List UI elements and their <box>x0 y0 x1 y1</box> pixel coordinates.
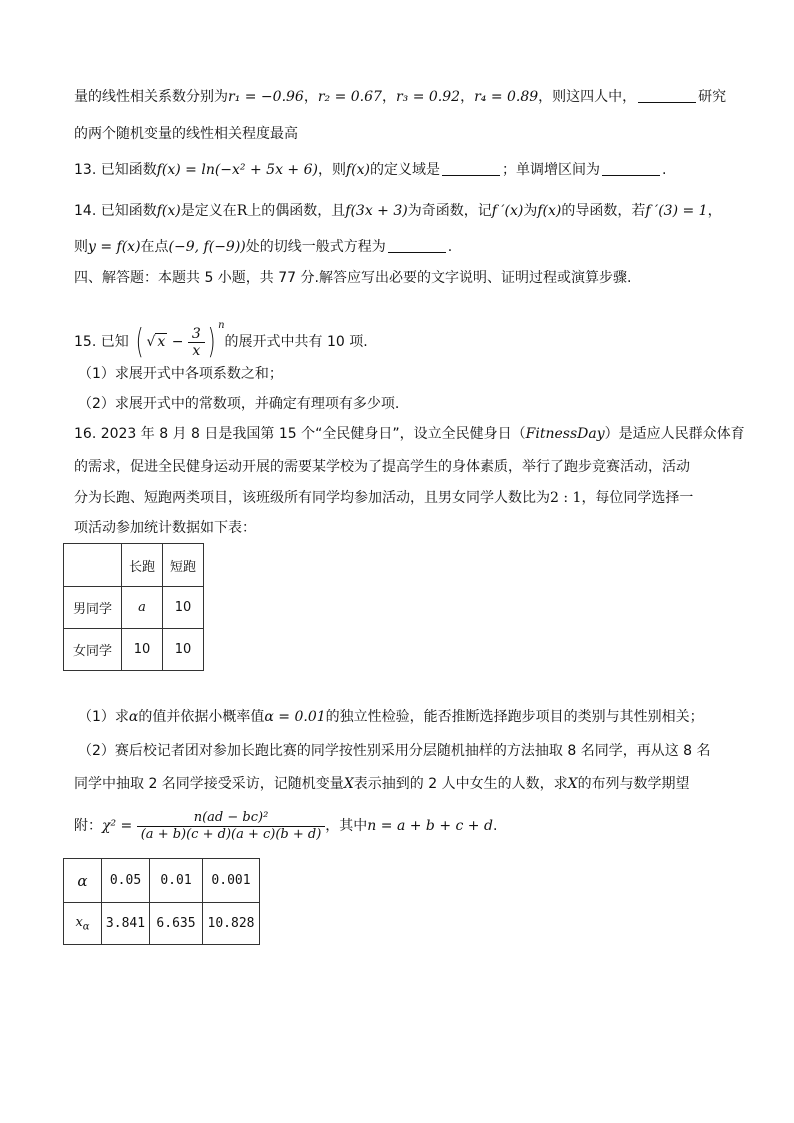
text-segment: ，则 <box>317 162 346 178</box>
text-segment: 在点 <box>140 239 169 255</box>
fraction-3-over-x <box>188 326 205 359</box>
table-cell: 长跑 <box>122 544 163 587</box>
question-15-part-1 <box>78 364 283 384</box>
table-cell: 10 <box>163 587 204 629</box>
question-16-line-4 <box>74 518 256 538</box>
question-16-part-2-line-1 <box>78 741 711 761</box>
question-16-part-2-line-2 <box>74 774 690 794</box>
text-segment: 16. 2023 年 8 月 8 日是我国第 15 个“全民健身日”，设立全民健身日（ <box>74 426 526 442</box>
text-segment: ，每位同学选择一 <box>581 490 694 506</box>
text-segment: 则 <box>74 239 88 255</box>
text-line-2 <box>74 124 298 144</box>
text-segment: 的两个随机变量的线性相关程度最高 <box>74 126 298 142</box>
math-alpha-value: α = 0.01 <box>264 709 326 725</box>
fraction-numerator: n(ad − bc)² <box>137 810 326 827</box>
table-cell: 女同学 <box>64 629 122 671</box>
question-13: 13. 已知函数f(x) = ln(−x² + 5x + 6)，则f(x)的定义域是 ；单调增区间为 . <box>74 162 667 178</box>
question-16-part-1 <box>78 707 704 727</box>
math-fitnessday: FitnessDay <box>525 426 605 442</box>
math-R: R <box>236 203 248 219</box>
text-segment: 分为长跑、短跑两类项目，该班级所有同学均参加活动，且男女同学人数比为 <box>74 490 550 506</box>
text-segment: . <box>492 818 498 834</box>
math-X: X <box>567 776 578 792</box>
fraction-denominator: x <box>192 342 201 359</box>
text-segment: （1）求 <box>78 709 129 725</box>
answer-blank <box>442 161 500 176</box>
text-segment: 表示抽到的 2 人中女生的人数，求 <box>353 776 568 792</box>
table-cell: 10 <box>163 629 204 671</box>
question-15: 15. 已知 ( √ x − $\frac{3}{x}$ ) $^n$的展开式中共有 10 项. <box>74 320 368 362</box>
text-segment: （1）求展开式中各项系数之和； <box>78 366 283 382</box>
table-cell: 0.05 <box>102 859 150 903</box>
fraction-denominator: (a + b)(c + d)(a + c)(b + d) <box>140 826 322 842</box>
math-f3x3: f(3x + 3) <box>345 203 408 219</box>
math-r1: r₁ = −0.96 <box>228 89 304 105</box>
table-cell: 10.828 <box>203 903 260 945</box>
question-14-line-2: 则y = f(x)在点(−9, f(−9))处的切线一般式方程为 . <box>74 239 453 255</box>
alpha-subscript: α <box>82 921 90 933</box>
text-segment: 研究 <box>698 89 727 105</box>
text-segment: ，其中 <box>325 818 368 834</box>
text-segment: 的值并依据小概率值 <box>138 709 265 725</box>
question-15-part-2 <box>78 394 399 414</box>
text-segment: 项活动参加统计数据如下表： <box>74 520 256 536</box>
answer-blank <box>638 88 696 103</box>
text-segment: ， <box>707 203 722 219</box>
text-segment: 的独立性检验，能否推断选择跑步项目的类别与其性别相关； <box>325 709 704 725</box>
x-label: x <box>75 914 83 930</box>
text-segment: 为奇函数，记 <box>407 203 492 219</box>
table-cell: 0.001 <box>203 859 260 903</box>
text-segment: 附： <box>74 818 102 834</box>
critical-value-table <box>63 858 260 945</box>
math-function: f(x) = ln(−x² + 5x + 6) <box>156 162 318 178</box>
table-cell: a <box>122 587 163 629</box>
question-16-line-1 <box>74 424 745 444</box>
text-segment: 上的偶函数，且 <box>247 203 346 219</box>
text-segment: ，则这四人中， <box>538 89 637 105</box>
text-segment: 的定义域是 <box>370 162 440 178</box>
sqrt-radicand: x <box>157 334 166 350</box>
text-line-1: 量的线性相关系数分别为r₁ = −0.96，r₂ = 0.67，r₃ = 0.92，r₄ = 0.89，则这四人中， 研究 <box>74 89 727 105</box>
text-segment: 的需求，促进全民健身运动开展的需要某学校为了提高学生的身体素质，举行了跑步竞赛活动，活动 <box>74 459 690 475</box>
text-segment: ；单调增区间为 <box>502 162 600 178</box>
answer-blank <box>602 161 660 176</box>
text-segment: （2）求展开式中的常数项，并确定有理项有多少项. <box>78 396 400 412</box>
table-cell: 10 <box>122 629 163 671</box>
section-title: 四、解答题：本题共 5 小题，共 77 分.解答应写出必要的文字说明、证明过程或演算步骤. <box>74 270 632 286</box>
table-cell: 3.841 <box>102 903 150 945</box>
text-segment: 13. 已知函数 <box>74 162 157 178</box>
math-r3: r₃ = 0.92 <box>395 89 461 105</box>
table-row <box>64 629 204 671</box>
text-segment: （2）赛后校记者团对参加长跑比赛的同学按性别采用分层随机抽样的方法抽取 8 名同学，再从这 8 名 <box>78 743 711 759</box>
fraction-numerator: 3 <box>188 326 205 343</box>
math-chi-squared: χ² = <box>102 818 133 834</box>
right-paren: ) <box>207 322 216 362</box>
text-segment: ）是适应人民群众体育 <box>604 426 745 442</box>
text-segment: 的布列与数学期望 <box>577 776 690 792</box>
math-r2: r₂ = 0.67 <box>317 89 382 105</box>
table-cell <box>64 903 102 945</box>
text-segment: 15. 已知 <box>74 334 129 350</box>
math-fx: f(x) <box>537 203 562 219</box>
running-statistics-table <box>63 543 204 671</box>
exponent-n: n <box>218 320 225 331</box>
text-segment: 处的切线一般式方程为 <box>245 239 386 255</box>
question-16-line-3 <box>74 488 693 508</box>
math-alpha: α <box>128 709 139 725</box>
text-segment: 的展开式中共有 10 项. <box>224 334 368 350</box>
math-fprime-3: f ′(3) = 1 <box>645 203 708 219</box>
text-segment: 是定义在 <box>180 203 237 219</box>
math-ratio: 2 : 1 <box>550 490 582 506</box>
text-segment: 同学中抽取 2 名同学接受采访，记随机变量 <box>74 776 344 792</box>
section-heading <box>74 268 631 288</box>
table-row <box>64 859 260 903</box>
table-cell: 0.01 <box>150 859 203 903</box>
math-r4: r₄ = 0.89 <box>474 89 539 105</box>
math-fx: f(x) <box>345 162 370 178</box>
chi-squared-fraction <box>137 810 326 843</box>
appendix-formula <box>74 806 497 846</box>
math-fx: f(x) <box>156 203 181 219</box>
table-cell: 6.635 <box>150 903 203 945</box>
math-n-sum: n = a + b + c + d <box>367 818 493 834</box>
question-14-line-1 <box>74 201 722 221</box>
table-cell: 男同学 <box>64 587 122 629</box>
math-fprime: f ′(x) <box>491 203 524 219</box>
table-row <box>64 903 260 945</box>
question-16-line-2 <box>74 457 690 477</box>
sqrt-expr: √ x <box>146 334 166 350</box>
math-point: (−9, f(−9)) <box>168 239 246 255</box>
math-X: X <box>343 776 354 792</box>
text-segment: 量的线性相关系数分别为 <box>74 89 228 105</box>
table-header-row <box>64 544 204 587</box>
left-paren: ( <box>135 322 144 362</box>
answer-blank <box>388 238 446 253</box>
table-row <box>64 587 204 629</box>
table-cell: α <box>64 859 102 903</box>
table-cell <box>64 544 122 587</box>
text-segment: 14. 已知函数 <box>74 203 157 219</box>
table-cell: 短跑 <box>163 544 204 587</box>
math-y: y = f(x) <box>88 239 141 255</box>
text-segment: 为 <box>523 203 538 219</box>
text-segment: 的导函数，若 <box>561 203 646 219</box>
